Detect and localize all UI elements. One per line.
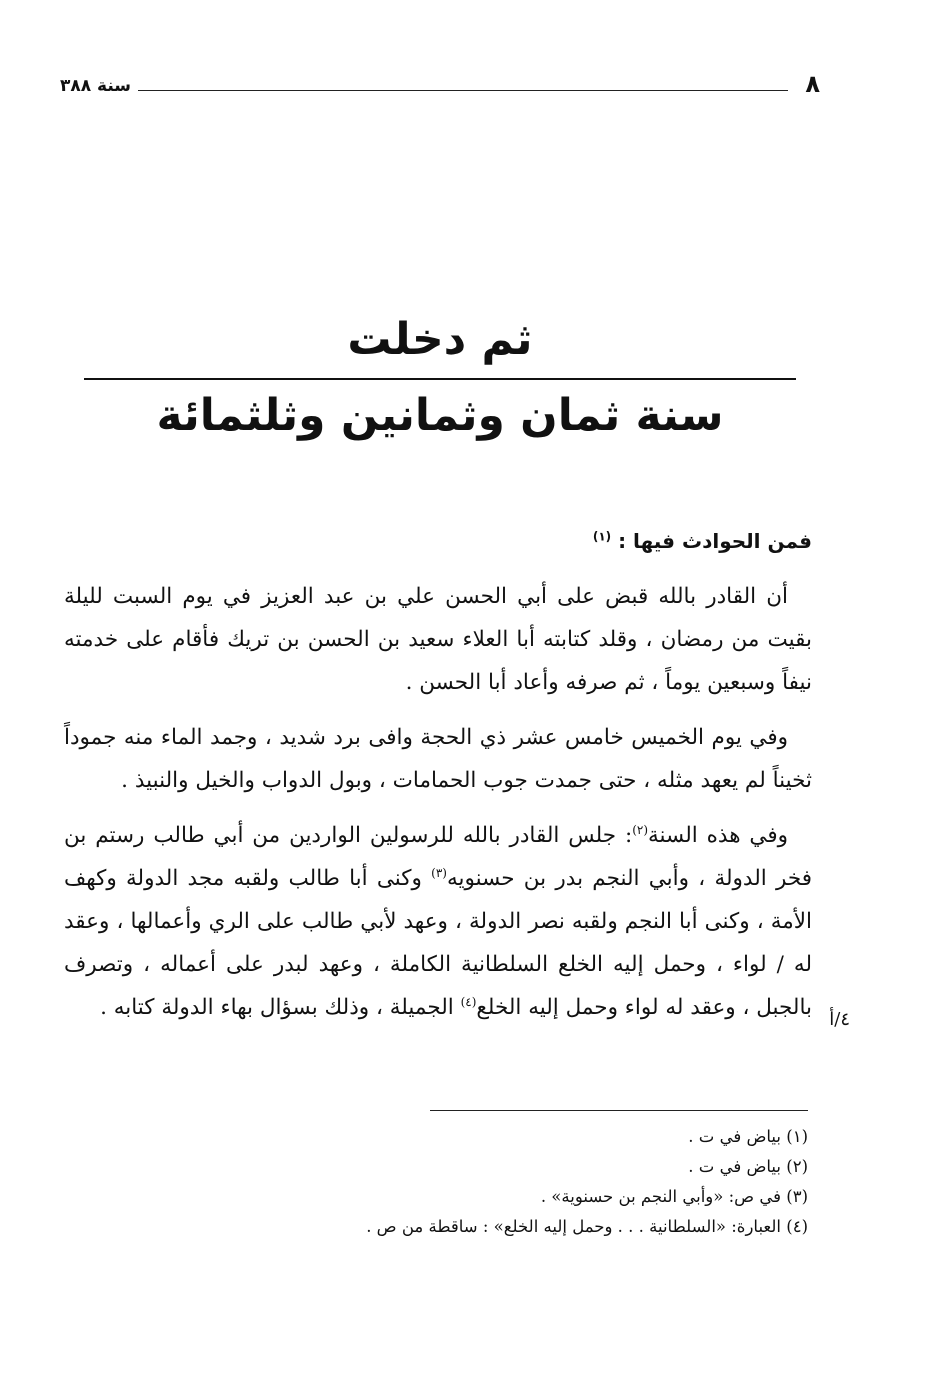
paragraph-1: أن القادر بالله قبض على أبي الحسن علي بن عبد العزيز في يوم السبت لليلة بقيت من رمضان ، وقلد كتابته أبا العلاء سعيد بن الحسن بن تريك فأقام على خدمته نيفاً وسبعين يوماً ، ثم صرفه وأعاد أبا الحسن . (64, 584, 812, 695)
paragraph-3 (64, 814, 812, 1029)
footnote: (٢) بياض في ت . (688, 1157, 808, 1176)
footnote-ref: (٢) (632, 822, 649, 837)
body-text (64, 520, 850, 1041)
footnote: (١) بياض في ت . (688, 1127, 808, 1146)
chapter-title-line1: ثم دخلت (347, 314, 533, 365)
running-title: سنة ٣٨٨ (60, 76, 132, 96)
paragraph-3-part-c: وكنى أبا طالب ولقبه مجد الدولة وكهف الأمة ، وكنى أبا النجم ولقبه نصر الدولة ، وعهد لأبي طالب على الري وأعمالها ، وعقد له / لواء ، وحمل إليه الخلع السلطانية الكاملة ، وعهد لبدر على أعماله ، وتصرف بالجبل ، وعقد له لواء وحمل إليه الخلع (64, 866, 812, 1020)
footnote: (٣) في ص: «وأبي النجم بن حسنوية» . (540, 1187, 808, 1206)
paragraph-3-part-b: : جلس القادر بالله للرسولين الواردين من أبي طالب رستم بن فخر الدولة ، وأبي النجم بدر بن حسنويه (64, 823, 812, 891)
paragraph-2: وفي يوم الخميس خامس عشر ذي الحجة وافى برد شديد ، وجمد الماء منه جموداً ثخيناً لم يعهد مثله ، حتى جمدت جوب الحمامات ، وبول الدواب والخيل والنبيذ . (64, 725, 812, 793)
header-rule (138, 90, 788, 91)
paragraph-3-part-a: وفي هذه السنة (648, 823, 788, 848)
page-number: ٨ (805, 70, 820, 98)
footnote: (٤) العبارة: «السلطانية . . . وحمل إليه الخلع» : ساقطة من ص . (366, 1217, 808, 1236)
folio-margin-note: ٤/أ (829, 1009, 850, 1030)
footnote-ref: (٤) (460, 994, 477, 1009)
footnotes (80, 1122, 808, 1242)
footnote-ref: (١) (592, 529, 612, 544)
section-heading-text: فمن الحوادث فيها : (618, 529, 812, 553)
chapter-title-rule (84, 378, 796, 380)
paragraph-3-part-d: الجميلة ، وذلك بسؤال بهاء الدولة كتابه . (100, 995, 461, 1020)
chapter-title-line2: سنة ثمان وثمانين وثلثمائة (156, 390, 724, 441)
footnote-rule (430, 1110, 808, 1111)
footnote-ref: (٣) (431, 865, 447, 880)
running-header (60, 70, 820, 104)
section-heading (64, 520, 812, 563)
chapter-title (80, 310, 800, 446)
